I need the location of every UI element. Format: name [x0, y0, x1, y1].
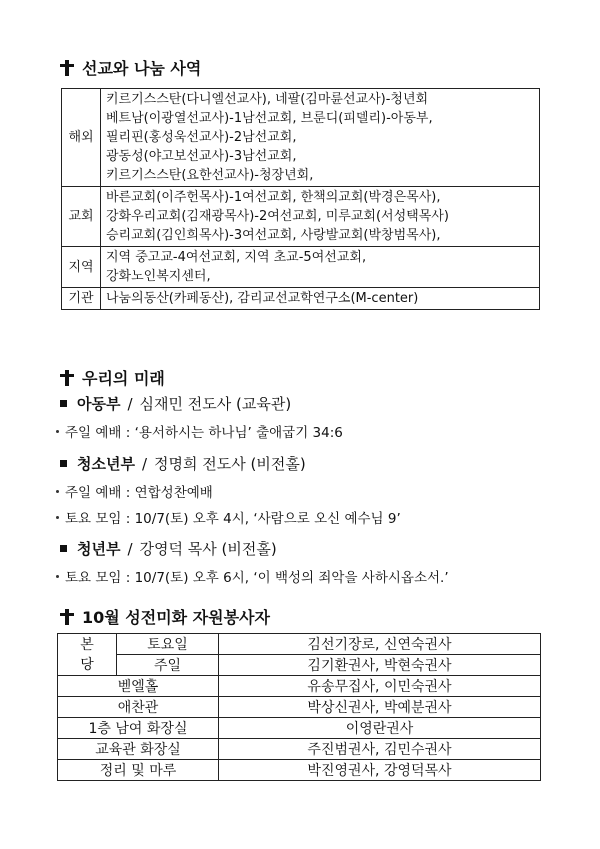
dept-info-text: 주일 예배 : ‘용서하시는 하나님’ 출애굽기 34:6 — [65, 425, 343, 441]
dept-separator: / — [141, 454, 148, 473]
dot-bullet-icon — [56, 516, 59, 519]
cross-icon — [60, 370, 74, 386]
volunteer-title-text: 10월 성전미화 자원봉사자 — [82, 608, 270, 627]
mission-content — [101, 89, 540, 187]
mission-line: 베트남(이광열선교사)-1남선교회, 브룬디(피델리)-아동부, — [106, 111, 433, 126]
mission-line: 광동성(야고보선교사)-3남선교회, — [106, 149, 297, 164]
volunteer-names: 유송무집사, 이민숙권사 — [219, 676, 541, 697]
mission-line: 승리교회(김인희목사)-3여선교회, 사랑발교회(박창범목사), — [106, 228, 441, 243]
mission-line: 키르기스스탄(요한선교사)-청장년회, — [106, 168, 314, 183]
dept-name: 청소년부 — [77, 455, 135, 473]
volunteer-location: 1층 남여 화장실 — [58, 718, 219, 739]
main-sanctuary-char: 본 — [80, 636, 94, 653]
mission-line: 키르기스스탄(다니엘선교사), 네팔(김마륜선교사)-청년회 — [106, 92, 429, 107]
mission-category: 해외 — [62, 89, 101, 187]
volunteer-names: 김선기장로, 신연숙권사 — [219, 634, 541, 655]
dept-separator: / — [127, 394, 133, 413]
mission-category: 지역 — [62, 247, 101, 288]
volunteer-names: 이영란권사 — [219, 718, 541, 739]
volunteer-day: 주일 — [117, 655, 219, 676]
dept-leader: 정명희 전도사 (비전홀) — [154, 455, 306, 473]
mission-line: 강화노인복지센터, — [106, 269, 211, 284]
mission-content — [101, 288, 540, 310]
dept-info-text: 토요 모임 : 10/7(토) 오후 4시, ‘사람으로 오신 예수님 9’ — [65, 511, 401, 527]
volunteer-names: 박상신권사, 박예분권사 — [219, 697, 541, 718]
volunteer-row — [58, 739, 541, 760]
mission-row-church — [62, 187, 540, 247]
mission-row-overseas — [62, 89, 540, 187]
mission-section-title — [60, 56, 201, 79]
volunteer-location: 교육관 화장실 — [58, 739, 219, 760]
square-bullet-icon — [60, 545, 67, 552]
mission-line: 필리핀(홍성욱선교사)-2남선교회, — [106, 130, 297, 145]
volunteer-row — [58, 718, 541, 739]
dept-separator: / — [127, 539, 133, 558]
dept-heading-young-adults — [60, 538, 277, 559]
volunteer-day: 토요일 — [117, 634, 219, 655]
volunteer-location: 벧엘홀 — [58, 676, 219, 697]
dept-info-line — [56, 421, 343, 441]
dot-bullet-icon — [56, 490, 59, 493]
mission-line: 나눔의동산(카페동산), 감리교선교학연구소(M-center) — [106, 291, 419, 306]
dept-heading-children — [60, 393, 291, 414]
future-section-title — [60, 366, 165, 389]
volunteer-location: 정리 및 마루 — [58, 760, 219, 781]
volunteer-row — [58, 697, 541, 718]
mission-content — [101, 247, 540, 288]
dept-info-line — [56, 507, 401, 527]
dept-heading-youth — [60, 453, 306, 474]
volunteer-row — [58, 760, 541, 781]
mission-row-institution — [62, 288, 540, 310]
mission-category: 교회 — [62, 187, 101, 247]
volunteer-row — [58, 655, 541, 676]
volunteer-row — [58, 676, 541, 697]
volunteer-names: 주진범권사, 김민수권사 — [219, 739, 541, 760]
dept-leader: 심재민 전도사 (교육관) — [139, 395, 292, 413]
dept-name: 아동부 — [77, 395, 121, 413]
volunteer-section-title — [60, 605, 270, 628]
mission-category: 기관 — [62, 288, 101, 310]
main-sanctuary-label — [58, 634, 117, 676]
dept-info-text: 주일 예배 : 연합성찬예배 — [65, 485, 213, 501]
mission-table — [61, 88, 540, 310]
volunteer-row — [58, 634, 541, 655]
dot-bullet-icon — [56, 575, 59, 578]
future-title-text: 우리의 미래 — [82, 369, 165, 388]
cross-icon — [60, 60, 74, 76]
dept-leader: 강영덕 목사 (비전홀) — [139, 540, 277, 558]
mission-line: 지역 중고교-4여선교회, 지역 초교-5여선교회, — [106, 250, 367, 265]
dept-info-text: 토요 모임 : 10/7(토) 오후 6시, ‘이 백성의 죄악을 사하시옵소서.’ — [65, 570, 449, 586]
mission-content — [101, 187, 540, 247]
dept-info-line — [56, 566, 449, 586]
dot-bullet-icon — [56, 430, 59, 433]
dept-name: 청년부 — [77, 540, 121, 558]
dept-info-line — [56, 481, 213, 501]
mission-row-region — [62, 247, 540, 288]
mission-title-text: 선교와 나눔 사역 — [82, 59, 202, 78]
volunteer-names: 박진영권사, 강영덕목사 — [219, 760, 541, 781]
cross-icon — [60, 609, 74, 625]
volunteer-names: 김기환권사, 박현숙권사 — [219, 655, 541, 676]
mission-line: 강화우리교회(김재광목사)-2여선교회, 미루교회(서성택목사) — [106, 209, 449, 224]
square-bullet-icon — [60, 460, 67, 467]
volunteer-table — [57, 633, 541, 781]
square-bullet-icon — [60, 400, 67, 407]
main-sanctuary-char: 당 — [80, 656, 94, 673]
mission-line: 바른교회(이주헌목사)-1여선교회, 한책의교회(박경은목사), — [106, 190, 441, 205]
volunteer-location: 애찬관 — [58, 697, 219, 718]
